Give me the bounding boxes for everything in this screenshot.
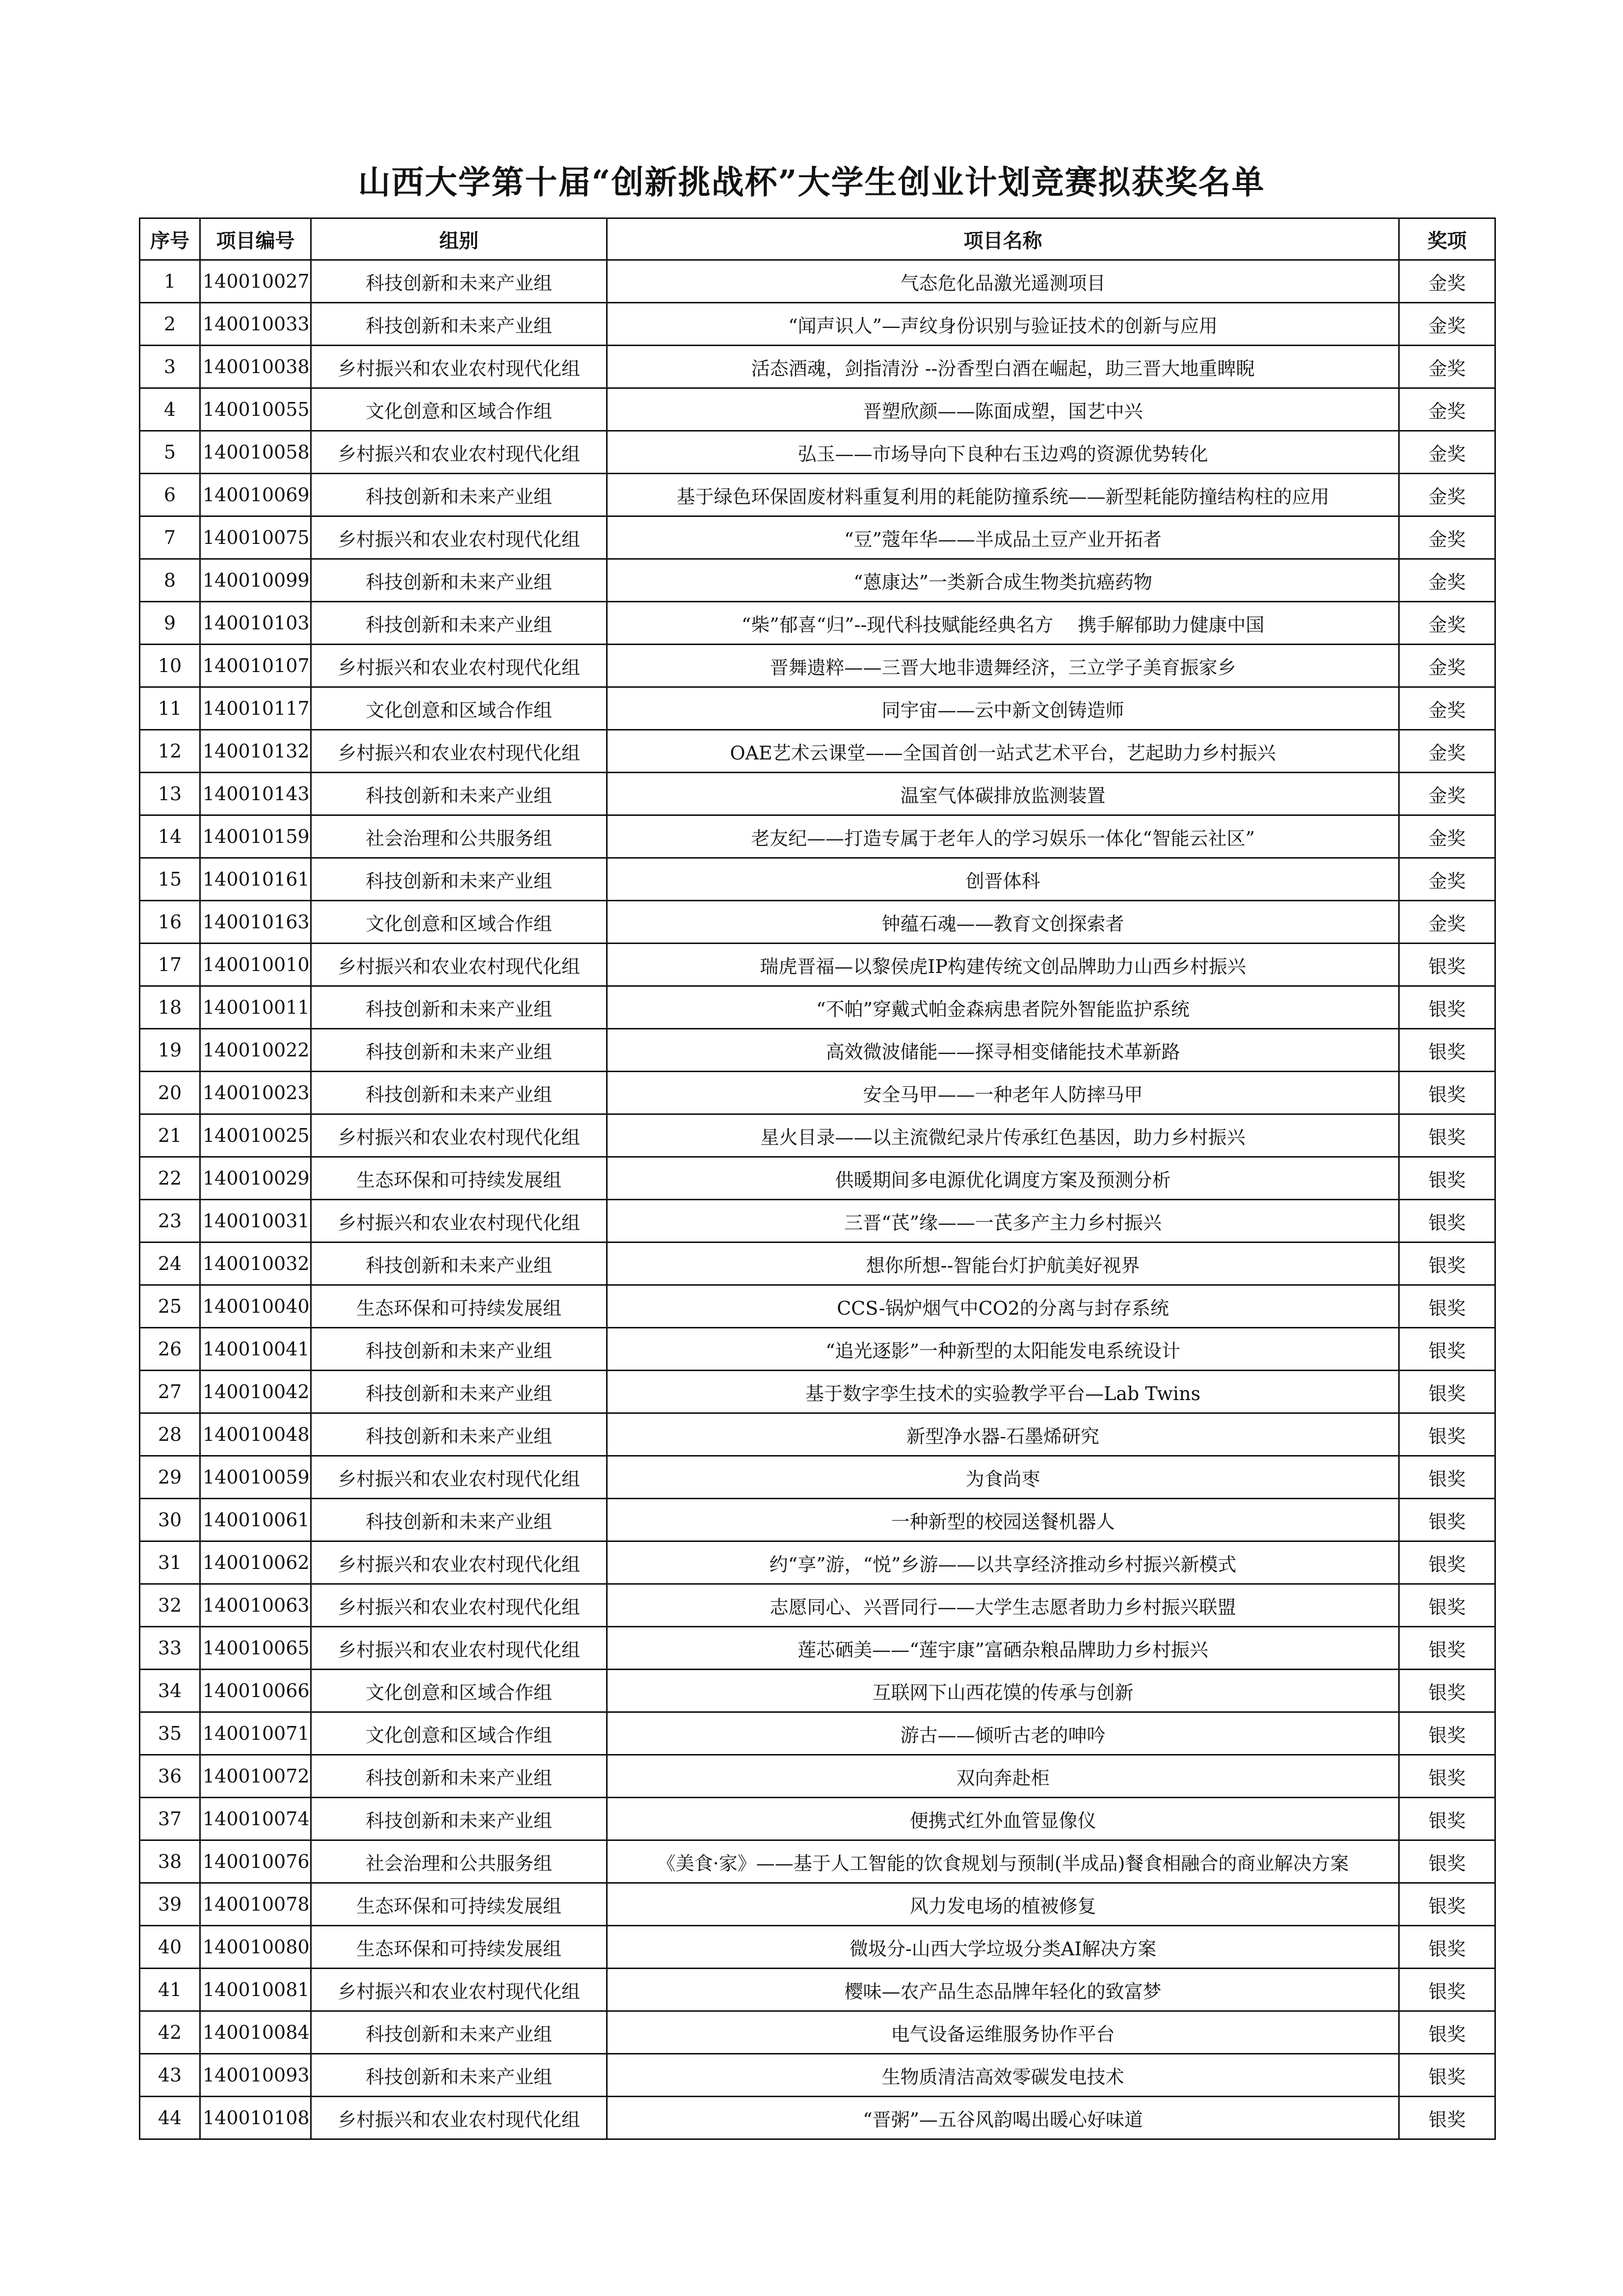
award-cell: 银奖 [1399, 1883, 1495, 1926]
seq-cell: 12 [140, 730, 200, 773]
project-id-cell: 140010163 [200, 901, 311, 944]
project-id-cell: 140010084 [200, 2011, 311, 2054]
award-cell: 银奖 [1399, 2011, 1495, 2054]
table-row [140, 1114, 1495, 1157]
group-cell: 科技创新和未来产业组 [311, 1755, 607, 1798]
award-cell: 金奖 [1399, 815, 1495, 858]
header-project-name: 项目名称 [607, 218, 1399, 260]
project-id-cell: 140010076 [200, 1840, 311, 1883]
project-id-cell: 140010032 [200, 1243, 311, 1285]
project-id-cell: 140010062 [200, 1541, 311, 1584]
project-id-cell: 140010132 [200, 730, 311, 773]
award-cell: 银奖 [1399, 1541, 1495, 1584]
group-cell: 社会治理和公共服务组 [311, 1840, 607, 1883]
group-cell: 文化创意和区域合作组 [311, 687, 607, 730]
seq-cell: 23 [140, 1200, 200, 1243]
table-row [140, 1072, 1495, 1114]
table-row [140, 2054, 1495, 2097]
group-cell: 乡村振兴和农业农村现代化组 [311, 431, 607, 474]
project-id-cell: 140010107 [200, 645, 311, 687]
project-name-cell: 瑞虎晋福—以黎侯虎IP构建传统文创品牌助力山西乡村振兴 [607, 944, 1399, 986]
award-cell: 银奖 [1399, 1584, 1495, 1627]
group-cell: 科技创新和未来产业组 [311, 1413, 607, 1456]
group-cell: 科技创新和未来产业组 [311, 858, 607, 901]
project-name-cell: “晋粥”—五谷风韵喝出暖心好味道 [607, 2097, 1399, 2139]
seq-cell: 32 [140, 1584, 200, 1627]
project-id-cell: 140010063 [200, 1584, 311, 1627]
project-name-cell: 新型净水器-石墨烯研究 [607, 1413, 1399, 1456]
project-name-cell: “蒽康达”一类新合成生物类抗癌药物 [607, 559, 1399, 602]
group-cell: 科技创新和未来产业组 [311, 1029, 607, 1072]
group-cell: 科技创新和未来产业组 [311, 474, 607, 516]
table-row [140, 773, 1495, 815]
project-id-cell: 140010117 [200, 687, 311, 730]
group-cell: 科技创新和未来产业组 [311, 602, 607, 645]
project-name-cell: 供暖期间多电源优化调度方案及预测分析 [607, 1157, 1399, 1200]
project-name-cell: “豆”蔻年华——半成品土豆产业开拓者 [607, 516, 1399, 559]
award-cell: 银奖 [1399, 1670, 1495, 1712]
project-name-cell: 老友纪——打造专属于老年人的学习娱乐一体化“智能云社区” [607, 815, 1399, 858]
group-cell: 科技创新和未来产业组 [311, 2011, 607, 2054]
table-row [140, 1840, 1495, 1883]
project-name-cell: 风力发电场的植被修复 [607, 1883, 1399, 1926]
seq-cell: 30 [140, 1499, 200, 1541]
project-id-cell: 140010010 [200, 944, 311, 986]
project-id-cell: 140010055 [200, 388, 311, 431]
project-id-cell: 140010159 [200, 815, 311, 858]
project-name-cell: 双向奔赴柜 [607, 1755, 1399, 1798]
project-name-cell: 游古——倾听古老的呻吟 [607, 1712, 1399, 1755]
project-name-cell: 弘玉——市场导向下良种右玉边鸡的资源优势转化 [607, 431, 1399, 474]
award-cell: 银奖 [1399, 1712, 1495, 1755]
project-name-cell: 电气设备运维服务协作平台 [607, 2011, 1399, 2054]
project-name-cell: 生物质清洁高效零碳发电技术 [607, 2054, 1399, 2097]
seq-cell: 24 [140, 1243, 200, 1285]
project-name-cell: 基于绿色环保固废材料重复利用的耗能防撞系统——新型耗能防撞结构柱的应用 [607, 474, 1399, 516]
table-row [140, 1371, 1495, 1413]
seq-cell: 43 [140, 2054, 200, 2097]
seq-cell: 20 [140, 1072, 200, 1114]
award-cell: 金奖 [1399, 901, 1495, 944]
table-row [140, 1755, 1495, 1798]
table-row [140, 260, 1495, 303]
project-name-cell: 为食尚枣 [607, 1456, 1399, 1499]
seq-cell: 4 [140, 388, 200, 431]
table-row [140, 645, 1495, 687]
project-id-cell: 140010022 [200, 1029, 311, 1072]
seq-cell: 18 [140, 986, 200, 1029]
group-cell: 乡村振兴和农业农村现代化组 [311, 1114, 607, 1157]
project-name-cell: CCS-锅炉烟气中CO2的分离与封存系统 [607, 1285, 1399, 1328]
award-cell: 金奖 [1399, 260, 1495, 303]
project-id-cell: 140010075 [200, 516, 311, 559]
award-cell: 银奖 [1399, 1798, 1495, 1840]
project-id-cell: 140010038 [200, 346, 311, 388]
table-row [140, 730, 1495, 773]
group-cell: 文化创意和区域合作组 [311, 901, 607, 944]
project-id-cell: 140010065 [200, 1627, 311, 1670]
seq-cell: 1 [140, 260, 200, 303]
seq-cell: 25 [140, 1285, 200, 1328]
award-cell: 银奖 [1399, 1243, 1495, 1285]
seq-cell: 21 [140, 1114, 200, 1157]
project-id-cell: 140010042 [200, 1371, 311, 1413]
award-cell: 金奖 [1399, 516, 1495, 559]
project-name-cell: 晋塑欣颜——陈面成塑，国艺中兴 [607, 388, 1399, 431]
table-row [140, 1670, 1495, 1712]
award-cell: 银奖 [1399, 1285, 1495, 1328]
project-name-cell: 温室气体碳排放监测装置 [607, 773, 1399, 815]
project-id-cell: 140010025 [200, 1114, 311, 1157]
table-row [140, 1627, 1495, 1670]
project-name-cell: 晋舞遗粹——三晋大地非遗舞经济，三立学子美育振家乡 [607, 645, 1399, 687]
table-header-row [140, 218, 1495, 260]
award-cell: 银奖 [1399, 1200, 1495, 1243]
group-cell: 生态环保和可持续发展组 [311, 1285, 607, 1328]
project-name-cell: 星火目录——以主流微纪录片传承红色基因，助力乡村振兴 [607, 1114, 1399, 1157]
award-cell: 银奖 [1399, 944, 1495, 986]
project-name-cell: 基于数字孪生技术的实验教学平台—Lab Twins [607, 1371, 1399, 1413]
award-cell: 银奖 [1399, 1413, 1495, 1456]
project-name-cell: 想你所想--智能台灯护航美好视界 [607, 1243, 1399, 1285]
table-row [140, 1883, 1495, 1926]
seq-cell: 35 [140, 1712, 200, 1755]
table-row [140, 1584, 1495, 1627]
project-id-cell: 140010093 [200, 2054, 311, 2097]
table-row [140, 1285, 1495, 1328]
award-cell: 金奖 [1399, 773, 1495, 815]
project-id-cell: 140010143 [200, 773, 311, 815]
header-project-id: 项目编号 [200, 218, 311, 260]
seq-cell: 39 [140, 1883, 200, 1926]
seq-cell: 44 [140, 2097, 200, 2139]
table-row [140, 858, 1495, 901]
project-name-cell: “柴”郁喜“归”--现代科技赋能经典名方 携手解郁助力健康中国 [607, 602, 1399, 645]
table-row [140, 474, 1495, 516]
seq-cell: 5 [140, 431, 200, 474]
project-id-cell: 140010058 [200, 431, 311, 474]
award-cell: 金奖 [1399, 346, 1495, 388]
project-name-cell: “闻声识人”—声纹身份识别与验证技术的创新与应用 [607, 303, 1399, 346]
group-cell: 乡村振兴和农业农村现代化组 [311, 1456, 607, 1499]
group-cell: 科技创新和未来产业组 [311, 559, 607, 602]
project-name-cell: 三晋“芪”缘——一芪多产主力乡村振兴 [607, 1200, 1399, 1243]
project-id-cell: 140010031 [200, 1200, 311, 1243]
table-row [140, 388, 1495, 431]
group-cell: 科技创新和未来产业组 [311, 1798, 607, 1840]
seq-cell: 22 [140, 1157, 200, 1200]
project-id-cell: 140010081 [200, 1969, 311, 2011]
table-row [140, 1029, 1495, 1072]
group-cell: 文化创意和区域合作组 [311, 388, 607, 431]
award-cell: 金奖 [1399, 474, 1495, 516]
seq-cell: 27 [140, 1371, 200, 1413]
award-cell: 银奖 [1399, 1755, 1495, 1798]
project-name-cell: 约“享”游，“悦”乡游——以共享经济推动乡村振兴新模式 [607, 1541, 1399, 1584]
project-name-cell: 气态危化品激光遥测项目 [607, 260, 1399, 303]
group-cell: 科技创新和未来产业组 [311, 2054, 607, 2097]
project-id-cell: 140010108 [200, 2097, 311, 2139]
project-id-cell: 140010074 [200, 1798, 311, 1840]
table-row [140, 516, 1495, 559]
award-cell: 银奖 [1399, 2097, 1495, 2139]
group-cell: 乡村振兴和农业农村现代化组 [311, 944, 607, 986]
group-cell: 科技创新和未来产业组 [311, 773, 607, 815]
award-cell: 金奖 [1399, 559, 1495, 602]
project-id-cell: 140010061 [200, 1499, 311, 1541]
project-id-cell: 140010023 [200, 1072, 311, 1114]
project-id-cell: 140010161 [200, 858, 311, 901]
award-cell: 金奖 [1399, 388, 1495, 431]
table-row [140, 1413, 1495, 1456]
table-row [140, 986, 1495, 1029]
seq-cell: 28 [140, 1413, 200, 1456]
project-name-cell: 志愿同心、兴晋同行——大学生志愿者助力乡村振兴联盟 [607, 1584, 1399, 1627]
group-cell: 乡村振兴和农业农村现代化组 [311, 1541, 607, 1584]
award-cell: 金奖 [1399, 303, 1495, 346]
group-cell: 科技创新和未来产业组 [311, 986, 607, 1029]
project-id-cell: 140010027 [200, 260, 311, 303]
table-row [140, 1541, 1495, 1584]
table-row [140, 1926, 1495, 1969]
award-cell: 银奖 [1399, 1029, 1495, 1072]
table-row [140, 1243, 1495, 1285]
group-cell: 科技创新和未来产业组 [311, 1499, 607, 1541]
project-name-cell: 高效微波储能——探寻相变储能技术革新路 [607, 1029, 1399, 1072]
table-row [140, 2011, 1495, 2054]
project-id-cell: 140010069 [200, 474, 311, 516]
project-name-cell: 便携式红外血管显像仪 [607, 1798, 1399, 1840]
project-id-cell: 140010071 [200, 1712, 311, 1755]
project-name-cell: 莲芯硒美——“莲宇康”富硒杂粮品牌助力乡村振兴 [607, 1627, 1399, 1670]
table-row [140, 2097, 1495, 2139]
table-row [140, 687, 1495, 730]
group-cell: 文化创意和区域合作组 [311, 1712, 607, 1755]
award-cell: 金奖 [1399, 858, 1495, 901]
group-cell: 乡村振兴和农业农村现代化组 [311, 645, 607, 687]
project-id-cell: 140010033 [200, 303, 311, 346]
seq-cell: 41 [140, 1969, 200, 2011]
table-row [140, 559, 1495, 602]
header-group: 组别 [311, 218, 607, 260]
table-row [140, 1157, 1495, 1200]
group-cell: 生态环保和可持续发展组 [311, 1883, 607, 1926]
group-cell: 乡村振兴和农业农村现代化组 [311, 1969, 607, 2011]
table-row [140, 1456, 1495, 1499]
award-cell: 银奖 [1399, 1328, 1495, 1371]
seq-cell: 26 [140, 1328, 200, 1371]
seq-cell: 9 [140, 602, 200, 645]
seq-cell: 33 [140, 1627, 200, 1670]
page-title: 山西大学第十届“创新挑战杯”大学生创业计划竞赛拟获奖名单 [358, 163, 1265, 201]
group-cell: 生态环保和可持续发展组 [311, 1926, 607, 1969]
project-id-cell: 140010048 [200, 1413, 311, 1456]
seq-cell: 19 [140, 1029, 200, 1072]
table-row [140, 901, 1495, 944]
project-id-cell: 140010029 [200, 1157, 311, 1200]
award-cell: 银奖 [1399, 1157, 1495, 1200]
seq-cell: 17 [140, 944, 200, 986]
project-id-cell: 140010103 [200, 602, 311, 645]
group-cell: 乡村振兴和农业农村现代化组 [311, 346, 607, 388]
group-cell: 乡村振兴和农业农村现代化组 [311, 1584, 607, 1627]
group-cell: 科技创新和未来产业组 [311, 1328, 607, 1371]
table-row [140, 1200, 1495, 1243]
table-body [140, 260, 1495, 2139]
seq-cell: 40 [140, 1926, 200, 1969]
seq-cell: 37 [140, 1798, 200, 1840]
award-cell: 金奖 [1399, 687, 1495, 730]
project-name-cell: 一种新型的校园送餐机器人 [607, 1499, 1399, 1541]
table-row [140, 944, 1495, 986]
project-name-cell: 互联网下山西花馍的传承与创新 [607, 1670, 1399, 1712]
group-cell: 乡村振兴和农业农村现代化组 [311, 516, 607, 559]
award-cell: 金奖 [1399, 602, 1495, 645]
project-name-cell: 安全马甲——一种老年人防摔马甲 [607, 1072, 1399, 1114]
seq-cell: 13 [140, 773, 200, 815]
project-name-cell: “不帕”穿戴式帕金森病患者院外智能监护系统 [607, 986, 1399, 1029]
award-cell: 银奖 [1399, 1926, 1495, 1969]
header-award: 奖项 [1399, 218, 1495, 260]
project-id-cell: 140010066 [200, 1670, 311, 1712]
project-name-cell: OAE艺术云课堂——全国首创一站式艺术平台，艺起助力乡村振兴 [607, 730, 1399, 773]
project-name-cell: 《美食·家》——基于人工智能的饮食规划与预制(半成品)餐食相融合的商业解决方案 [607, 1840, 1399, 1883]
seq-cell: 34 [140, 1670, 200, 1712]
seq-cell: 2 [140, 303, 200, 346]
table-row [140, 346, 1495, 388]
project-id-cell: 140010080 [200, 1926, 311, 1969]
seq-cell: 6 [140, 474, 200, 516]
table-row [140, 602, 1495, 645]
award-cell: 银奖 [1399, 1499, 1495, 1541]
award-table [139, 217, 1496, 2140]
project-id-cell: 140010072 [200, 1755, 311, 1798]
project-name-cell: “追光逐影”一种新型的太阳能发电系统设计 [607, 1328, 1399, 1371]
group-cell: 乡村振兴和农业农村现代化组 [311, 1627, 607, 1670]
award-cell: 银奖 [1399, 1969, 1495, 2011]
group-cell: 科技创新和未来产业组 [311, 1371, 607, 1413]
project-id-cell: 140010078 [200, 1883, 311, 1926]
seq-cell: 42 [140, 2011, 200, 2054]
table-row [140, 1499, 1495, 1541]
seq-cell: 10 [140, 645, 200, 687]
table-row [140, 815, 1495, 858]
award-cell: 银奖 [1399, 2054, 1495, 2097]
seq-cell: 7 [140, 516, 200, 559]
group-cell: 乡村振兴和农业农村现代化组 [311, 730, 607, 773]
group-cell: 生态环保和可持续发展组 [311, 1157, 607, 1200]
award-cell: 银奖 [1399, 1627, 1495, 1670]
group-cell: 科技创新和未来产业组 [311, 260, 607, 303]
group-cell: 文化创意和区域合作组 [311, 1670, 607, 1712]
project-name-cell: 创晋体科 [607, 858, 1399, 901]
seq-cell: 36 [140, 1755, 200, 1798]
table-row [140, 1969, 1495, 2011]
seq-cell: 16 [140, 901, 200, 944]
project-id-cell: 140010011 [200, 986, 311, 1029]
group-cell: 社会治理和公共服务组 [311, 815, 607, 858]
project-id-cell: 140010059 [200, 1456, 311, 1499]
group-cell: 科技创新和未来产业组 [311, 303, 607, 346]
seq-cell: 14 [140, 815, 200, 858]
award-cell: 银奖 [1399, 1456, 1495, 1499]
project-name-cell: 樱味—农产品生态品牌年轻化的致富梦 [607, 1969, 1399, 2011]
table-row [140, 1712, 1495, 1755]
group-cell: 乡村振兴和农业农村现代化组 [311, 2097, 607, 2139]
table-row [140, 303, 1495, 346]
table-row [140, 1328, 1495, 1371]
award-cell: 金奖 [1399, 730, 1495, 773]
award-cell: 金奖 [1399, 431, 1495, 474]
header-seq: 序号 [140, 218, 200, 260]
seq-cell: 29 [140, 1456, 200, 1499]
seq-cell: 11 [140, 687, 200, 730]
seq-cell: 38 [140, 1840, 200, 1883]
seq-cell: 3 [140, 346, 200, 388]
project-name-cell: 钟蕴石魂——教育文创探索者 [607, 901, 1399, 944]
project-name-cell: 活态酒魂，剑指清汾 --汾香型白酒在崛起，助三晋大地重睥睨 [607, 346, 1399, 388]
award-cell: 银奖 [1399, 986, 1495, 1029]
project-name-cell: 微圾分-山西大学垃圾分类AI解决方案 [607, 1926, 1399, 1969]
award-cell: 金奖 [1399, 645, 1495, 687]
group-cell: 科技创新和未来产业组 [311, 1072, 607, 1114]
project-id-cell: 140010099 [200, 559, 311, 602]
table-row [140, 1798, 1495, 1840]
seq-cell: 8 [140, 559, 200, 602]
project-id-cell: 140010041 [200, 1328, 311, 1371]
group-cell: 科技创新和未来产业组 [311, 1243, 607, 1285]
seq-cell: 15 [140, 858, 200, 901]
award-cell: 银奖 [1399, 1371, 1495, 1413]
project-id-cell: 140010040 [200, 1285, 311, 1328]
award-cell: 银奖 [1399, 1840, 1495, 1883]
project-name-cell: 同宇宙——云中新文创铸造师 [607, 687, 1399, 730]
award-cell: 银奖 [1399, 1072, 1495, 1114]
table-row [140, 431, 1495, 474]
seq-cell: 31 [140, 1541, 200, 1584]
award-cell: 银奖 [1399, 1114, 1495, 1157]
group-cell: 乡村振兴和农业农村现代化组 [311, 1200, 607, 1243]
